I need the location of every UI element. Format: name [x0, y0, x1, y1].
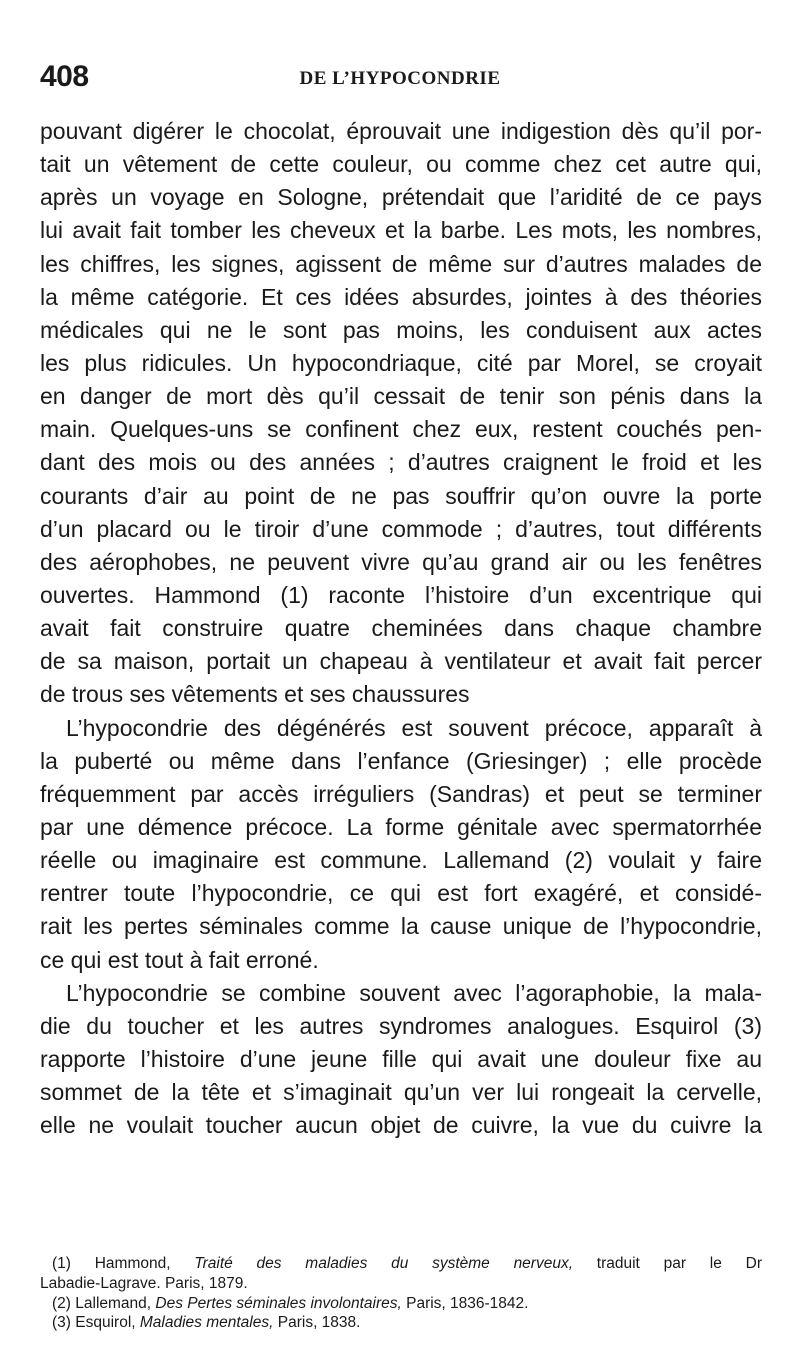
footnote-title: Des Pertes séminales involontaires, — [155, 1294, 402, 1312]
text-line: lui avait fait tomber les cheveux et la barbe. Les mots, les nombres, — [40, 217, 762, 244]
text-line: dant des mois ou des années ; d’autres craignent le froid et les — [40, 449, 762, 476]
text-line: avait fait construire quatre cheminées dans chaque chambre — [40, 615, 762, 642]
text-line: sommet de la tête et s’imaginait qu’un ver lui rongeait la cervelle, — [40, 1079, 762, 1106]
text-line: ouvertes. Hammond (1) raconte l’histoire d’un excentrique qui — [40, 581, 762, 608]
footnote-detail: Paris, 1836-1842. — [406, 1294, 529, 1312]
page-number: 408 — [40, 60, 89, 93]
footnote-detail: traduit par le Dr — [596, 1255, 762, 1272]
text-line: fréquemment par accès irréguliers (Sandras) et peut se terminer — [40, 780, 762, 807]
footnote-author: Hammond, — [94, 1255, 171, 1272]
text-line: courants d’air au point de ne pas souffrir qu’on ouvre la porte — [40, 482, 762, 509]
text-line: la même catégorie. Et ces idées absurdes, jointes à des théories — [40, 283, 762, 310]
text-line: réelle ou imaginaire est commune. Lallemand (2) voulait y faire — [40, 847, 762, 874]
footnote-2 — [40, 1294, 762, 1314]
footnote-author: Lallemand, — [75, 1294, 152, 1312]
text-line: rait les pertes séminales comme la cause unique de l’hypocondrie, — [40, 913, 762, 940]
text-line: pouvant digérer le chocolat, éprouvait une indigestion dès qu’il por- — [40, 118, 762, 144]
text-line: tait un vêtement de cette couleur, ou comme chez cet autre qui, — [40, 151, 762, 178]
text-line: L’hypocondrie des dégénérés est souvent précoce, apparaît à — [66, 714, 762, 741]
footnote-detail: Paris, 1838. — [277, 1314, 361, 1332]
footnote-title: Traité des maladies du système nerveux, — [194, 1255, 574, 1272]
text-line: les plus ridicules. Un hypocondriaque, cité par Morel, se croyait — [40, 349, 762, 376]
text-line: les chiffres, les signes, agissent de même sur d’autres malades de — [40, 250, 762, 277]
text-line: elle ne voulait toucher aucun objet de cuivre, la vue du cuivre la — [40, 1112, 762, 1139]
text-line: d’un placard ou le tiroir d’une commode ; d’autres, tout différents — [40, 515, 762, 542]
text-line: la puberté ou même dans l’enfance (Griesinger) ; elle procède — [40, 747, 762, 774]
text-line: médicales qui ne le sont pas moins, les conduisent aux actes — [40, 316, 762, 343]
footnote-number: (1) — [52, 1255, 71, 1272]
text-line: par une démence précoce. La forme génitale avec spermatorrhée — [40, 813, 762, 840]
page-header — [40, 60, 760, 100]
footnote-author: Esquirol, — [75, 1314, 136, 1332]
footnote-number: (2) — [52, 1294, 71, 1312]
running-title: DE L’HYPOCONDRIE — [299, 68, 501, 89]
text-line: ce qui est tout à fait erroné. — [40, 946, 319, 973]
footnote-1-continuation: Labadie-Lagrave. Paris, 1879. — [40, 1274, 248, 1292]
text-line: de sa maison, portait un chapeau à ventilateur et avait fait percer — [40, 648, 762, 675]
text-line: de trous ses vêtements et ses chaussures — [40, 681, 470, 708]
footnotes — [40, 1254, 762, 1333]
text-line: après un voyage en Sologne, prétendait que l’aridité de ce pays — [40, 184, 762, 211]
body-text — [40, 115, 762, 1142]
text-line: die du toucher et les autres syndromes analogues. Esquirol (3) — [40, 1012, 762, 1039]
text-line: en danger de mort dès qu’il cessait de tenir son pénis dans la — [40, 383, 762, 410]
text-line: main. Quelques-uns se confinent chez eux, restent couchés pen- — [40, 416, 762, 443]
text-line: L’hypocondrie se combine souvent avec l’agoraphobie, la mala- — [66, 979, 762, 1006]
footnote-number: (3) — [52, 1314, 71, 1332]
text-line: rentrer toute l’hypocondrie, ce qui est fort exagéré, et considé- — [40, 880, 762, 907]
text-line: rapporte l’histoire d’une jeune fille qui avait une douleur fixe au — [40, 1045, 762, 1072]
footnote-3 — [40, 1313, 762, 1333]
text-line: des aérophobes, ne peuvent vivre qu’au grand air ou les fenêtres — [40, 548, 762, 575]
footnote-1 — [40, 1254, 762, 1274]
footnote-title: Maladies mentales, — [139, 1314, 274, 1332]
